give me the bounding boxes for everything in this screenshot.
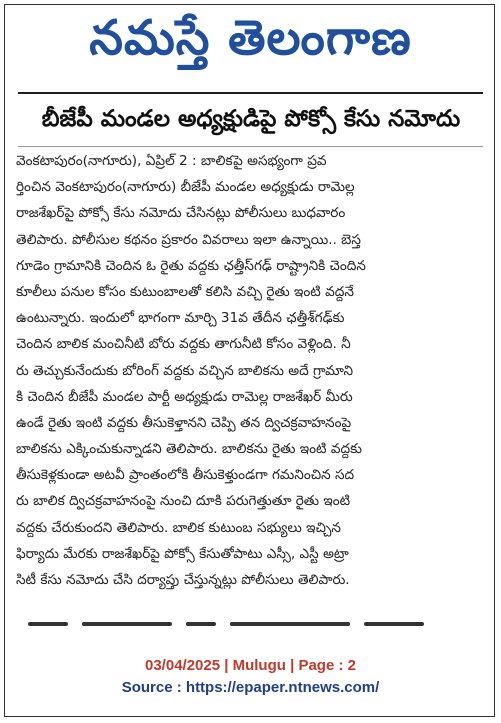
newspaper-masthead xyxy=(6,6,495,82)
article-line: తెలిపారు. పోలీసుల కథనం ప్రకారం వివరాలు ఇలా ఉన్నాయి.. బెస్త xyxy=(16,231,361,248)
article-body xyxy=(16,148,482,593)
top-divider xyxy=(18,92,483,94)
article-line: చెందిన బాలిక మంచినీటి బోరు వద్దకు తాగునీటి కోసం వెళ్లింది. నీ xyxy=(16,336,351,353)
article-line: ఉండే రైతు ఇంటి వద్దకు తీసుకెళ్తానని చెప్పి తన ద్విచక్రవాహనంపై xyxy=(16,414,352,431)
footer-dateline: 03/04/2025 | Mulugu | Page : 2 xyxy=(145,657,356,674)
article-line: తీసుకెళ్లకుండా అటవీ ప్రాంతంలోకి తీసుకెళ్తుండగా గమనించిన సద xyxy=(16,467,355,484)
article-line: రు బాలిక ద్విచక్రవాహనంపై నుంచి దూకి పరుగెత్తుతూ రైతు ఇంటి xyxy=(16,493,351,510)
article-headline: బీజేపీ మండల అధ్యక్షుడిపై పోక్సో కేసు నమోదు xyxy=(41,106,461,132)
article-line: ఫిర్యాదు మేరకు రాజశేఖర్‌పై పోక్సో కేసుతోపాటు ఎస్సీ, ఎస్టీ అట్రా xyxy=(16,545,349,562)
article-line: బాలికను ఎక్కించుకున్నాడని తెలిపారు. బాలికను రైతు ఇంటి వద్దకు xyxy=(16,441,362,458)
clipped-next-article-edge xyxy=(28,620,468,630)
clipping-footer xyxy=(0,655,501,699)
article-line: కి చెందిన బీజేపీ మండల పార్టీ అధ్యక్షుడు రామెల్ల రాజశేఖర్ మీరు xyxy=(16,388,353,405)
article-line: గూడెం గ్రామానికి చెందిన ఓ రైతు వద్దకు ఛత్తీస్‌గఢ్ రాష్ట్రానికి చెందిన xyxy=(16,257,366,274)
headline-divider xyxy=(18,146,483,147)
article-line: వద్దకు చేరుకుందని తెలిపారు. బాలిక కుటుంబ సభ్యులు ఇచ్చిన xyxy=(16,519,341,536)
article-line: ర్తించిన వెంకటాపురం(నాగూరు) బీజేపీ మండల అధ్యక్షుడు రామెల్ల xyxy=(16,179,355,196)
article-line: ఉంటున్నారు. ఇందులో భాగంగా మార్చి 31వ తేదీన ఛత్తీశ్‌గఢ్‌కు xyxy=(16,310,345,327)
article-line: రాజశేఖర్‌పై పోక్సో కేసు నమోదు చేసినట్లు పోలీసులు బుధవారం xyxy=(16,205,346,222)
article-line: సిటీ కేసు నమోదు చేసి దర్యాప్తు చేస్తున్నట్లు పోలీసులు తెలిపారు. xyxy=(16,572,350,588)
masthead-title: నమస్తే తెలంగాణ xyxy=(89,10,412,66)
article-line: వెంకటాపురం(నాగూరు), ఏప్రిల్ 2 : బాలికపై అసభ్యంగా ప్రవ xyxy=(16,153,327,169)
footer-source: Source : https://epaper.ntnews.com/ xyxy=(121,679,380,696)
article-line: రు తెచ్చుకునేందుకు బోరింగ్ వద్దకు వచ్చిన బాలికను అదే గ్రామాని xyxy=(16,362,354,379)
article-line: కూలీలు పనుల కోసం కుటుంబాలతో కలిసి వచ్చి రైతు ఇంటి వద్దనే xyxy=(16,283,354,300)
